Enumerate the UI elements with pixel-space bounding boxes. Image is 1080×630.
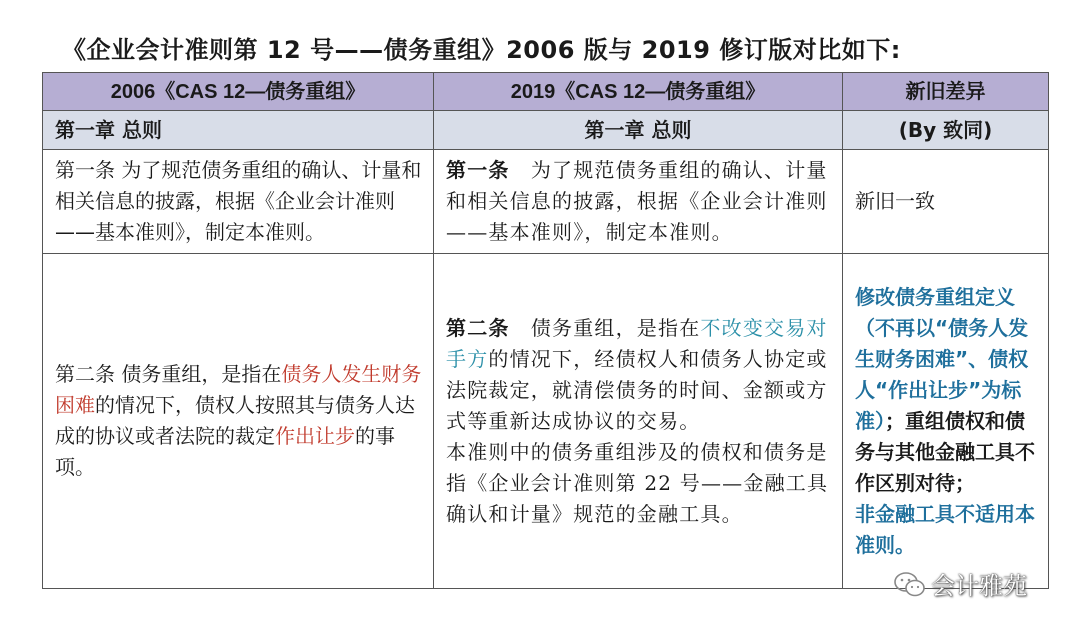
- wechat-icon: [893, 571, 927, 599]
- article2-new-b: 的情况下，经债权人和债务人协定或法院裁定，就清偿债务的时间、金额或方式等重新达成协议的交易。: [446, 346, 828, 433]
- header-row: [43, 73, 1049, 111]
- diff-change-definition: 修改债务重组定义（不再以“债务人发生财务困难”、债权人“作出让步”为标准）: [855, 284, 1029, 433]
- article2-new-p2: 本准则中的债务重组涉及的债权和债务是指《企业会计准则第 22 号——金融工具确认和计量》规范的金融工具。: [446, 439, 829, 526]
- diff-same-treatment: 重组债权和债务与其他金融工具不作区别对待；: [855, 408, 1035, 495]
- article2-diff: [843, 254, 1049, 589]
- header-diff: 新旧差异: [843, 73, 1049, 111]
- article1-old: 第一条 为了规范债务重组的确认、计量和相关信息的披露，根据《企业会计准则——基本准则》，制定本准则。: [43, 150, 434, 254]
- article2-old-c: 的事项。: [55, 424, 395, 479]
- watermark: [893, 566, 1027, 601]
- article2-old-a: 第二条 债务重组，是指在: [55, 362, 282, 386]
- subheader-2019: 第一章 总则: [434, 111, 843, 150]
- article2-old-highlight2: 作出让步: [275, 424, 355, 448]
- article2-new-label: 第二条: [446, 315, 510, 340]
- table-row: [43, 254, 1049, 589]
- article2-old-b: 的情况下，债权人按照其与债务人达成的协议或者法院的裁定: [55, 393, 415, 448]
- subheader-diff: (By 致同): [843, 111, 1049, 150]
- watermark-text: 会计雅苑: [931, 572, 1027, 600]
- diff-non-financial: 非金融工具不适用本准则。: [855, 501, 1035, 557]
- article2-new-highlight: 不改变交易对手方: [446, 315, 828, 371]
- subheader-row: [43, 111, 1049, 150]
- article1-new-text: 为了规范债务重组的确认、计量和相关信息的披露，根据《企业会计准则——基本准则》，制定本准则。: [446, 158, 828, 244]
- subheader-2006: 第一章 总则: [43, 111, 434, 150]
- article2-new-a: 债务重组，是指在: [530, 315, 701, 340]
- table-row: [43, 150, 1049, 254]
- page-title: 《企业会计准则第 12 号——债务重组》2006 版与 2019 修订版对比如下:: [62, 36, 901, 64]
- article2-old: [43, 254, 434, 589]
- article2-new: [434, 254, 843, 589]
- article2-old-highlight1: 债务人发生财务困难: [55, 362, 422, 417]
- article1-diff: 新旧一致: [843, 150, 1049, 254]
- header-2019: 2019《CAS 12—债务重组》: [434, 73, 843, 111]
- article1-new-label: 第一条: [446, 158, 510, 182]
- article1-new: [434, 150, 843, 254]
- diff-sep: ；: [885, 408, 905, 433]
- comparison-table: [42, 72, 1049, 589]
- header-2006: 2006《CAS 12—债务重组》: [43, 73, 434, 111]
